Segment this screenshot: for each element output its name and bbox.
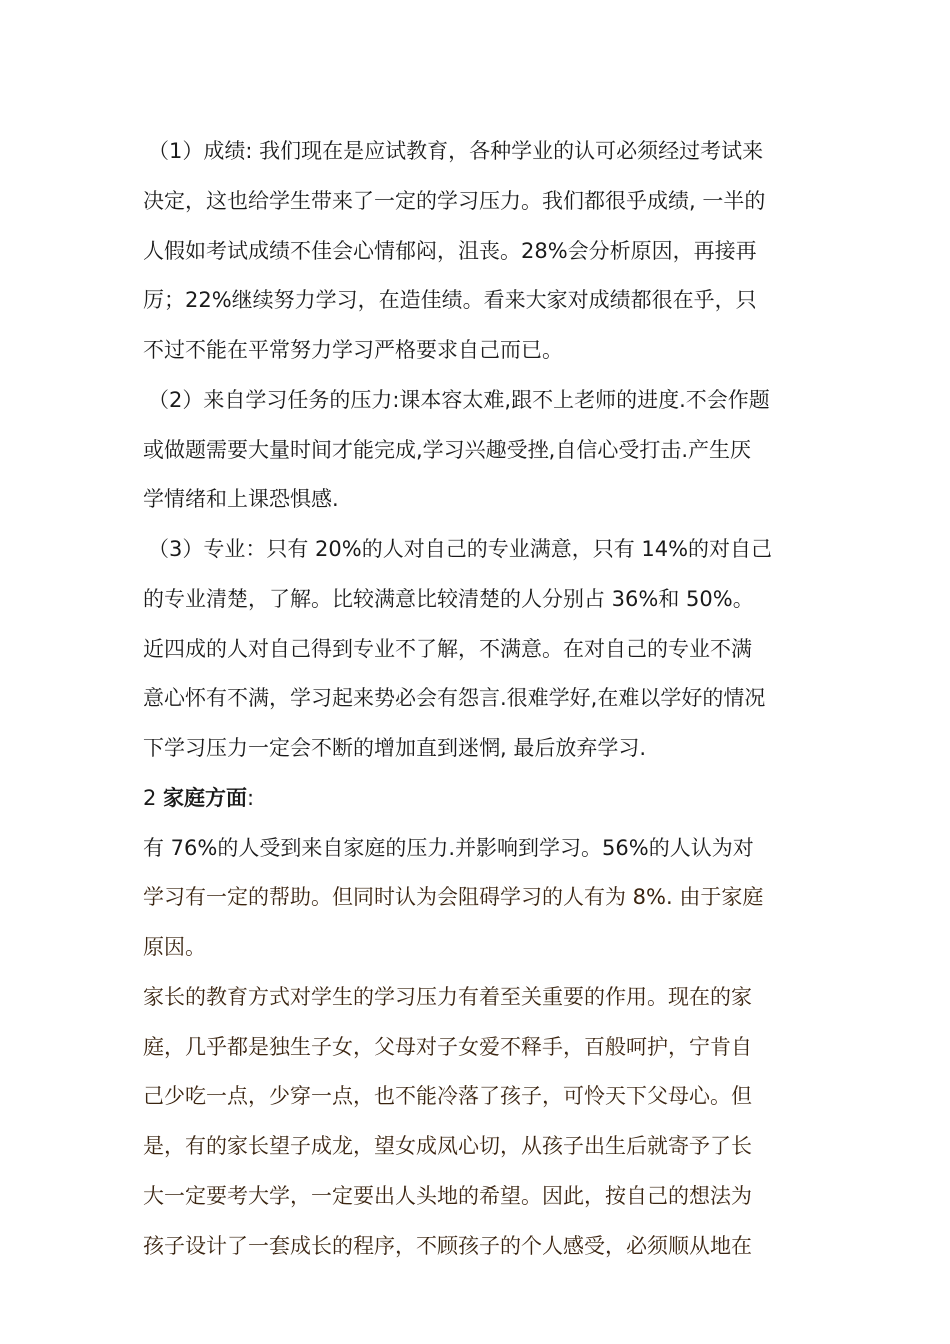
text-line: 不过不能在平常努力学习严格要求自己而已。 [143,338,563,362]
text-line: 大一定要考大学，一定要出人头地的希望。因此，按自己的想法为 [143,1184,752,1208]
text-line: 厉；22%继续努力学习，在造佳绩。看来大家对成绩都很在乎，只 [143,288,757,312]
text-line: 决定，这也给学生带来了一定的学习压力。我们都很乎成绩, 一半的 [143,189,766,213]
text-line: 学习有一定的帮助。但同时认为会阻碍学习的人有为 8%. 由于家庭 [143,885,764,909]
text-line: 原因。 [143,935,206,959]
text-line: 家长的教育方式对学生的学习压力有着至关重要的作用。现在的家 [143,985,752,1009]
text-line: 有 76%的人受到来自家庭的压力.并影响到学习。56%的人认为对 [143,836,754,860]
text-line: 的专业清楚，了解。比较满意比较清楚的人分别占 36%和 50%。 [143,587,754,611]
text-line: 近四成的人对自己得到专业不了解，不满意。在对自己的专业不满 [143,637,752,661]
text-line: 或做题需要大量时间才能完成,学习兴趣受挫,自信心受打击.产生厌 [143,438,752,462]
section-title: 家庭方面 [163,786,248,810]
text-line: 己少吃一点，少穿一点，也不能冷落了孩子，可怜天下父母心。但 [143,1084,752,1108]
text-line: （3）专业：只有 20%的人对自己的专业满意，只有 14%的对自己 [148,537,773,561]
text-line: 意心怀有不满，学习起来势必会有怨言.很难学好,在难以学好的情况 [143,686,766,710]
section-colon: : [247,786,255,810]
text-line: 学情绪和上课恐惧感. [143,487,339,511]
text-line: 孩子设计了一套成长的程序，不顾孩子的个人感受，必须顺从地在 [143,1234,752,1258]
text-line: 人假如考试成绩不佳会心情郁闷，沮丧。28%会分析原因，再接再 [143,239,757,263]
section-heading [143,782,823,814]
text-line: （2）来自学习任务的压力:课本容太难,跟不上老师的进度.不会作题 [148,388,770,412]
text-line: 是，有的家长望子成龙，望女成凤心切，从孩子出生后就寄予了长 [143,1134,752,1158]
section-number: 2 [143,786,164,810]
text-line: 庭，几乎都是独生子女，父母对子女爱不释手，百般呵护，宁肯自 [143,1035,752,1059]
text-line: 下学习压力一定会不断的增加直到迷惘, 最后放弃学习. [143,736,647,760]
text-line: （1）成绩: 我们现在是应试教育，各种学业的认可必须经过考试来 [148,139,764,163]
